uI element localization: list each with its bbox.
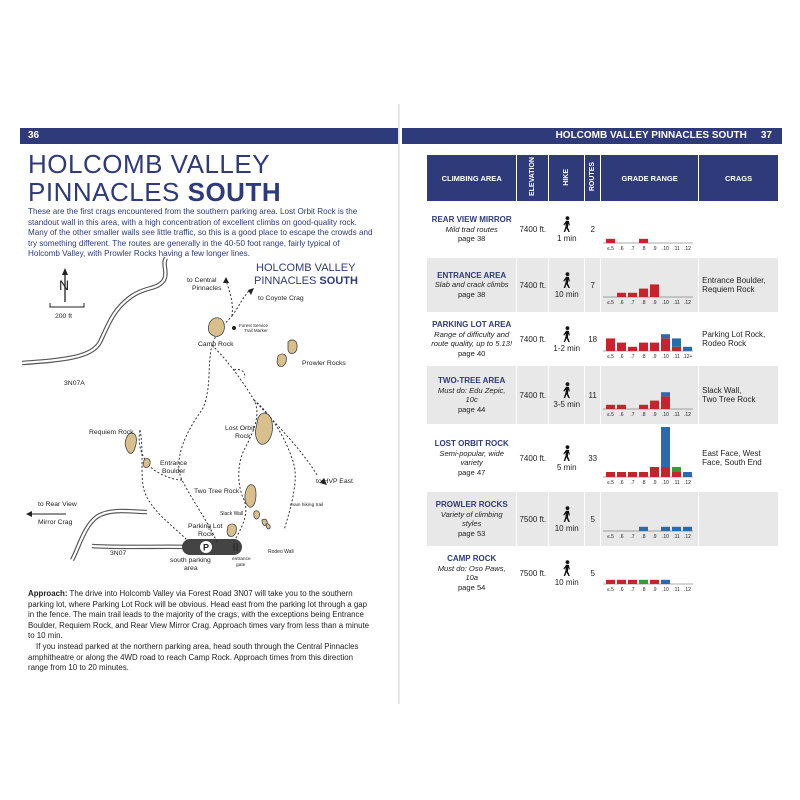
routes-cell: 7: [585, 258, 601, 312]
table-body: [427, 201, 779, 600]
grade-bar: [628, 347, 637, 351]
hike-cell: [549, 492, 585, 546]
grade-tick-label: ≤.5: [607, 412, 615, 418]
intro-paragraph: These are the first crags encountered from the southern parking area. Lost Orbit Rock is the standout wall in this area, with a high concentration of excellent climbs on good-quality rock. Many of the other smaller walls see little traffic, so this is a good place to escape the crowds and try something different. The routes are generally in the 40-50 foot range, fairly typical of Holcomb Valley, with Prowler Rocks having a few longer lines.: [28, 207, 373, 259]
left-page-number: 36: [28, 130, 40, 141]
crags-cell: [699, 366, 779, 424]
grade-tick-label: .7: [630, 587, 635, 593]
map-title-line-1: HOLCOMB VALLEY: [256, 262, 356, 274]
col-hike: HIKE: [549, 155, 585, 201]
grade-bar: [639, 343, 648, 351]
grade-tick-label: .12: [684, 480, 692, 486]
grade-tick-label: .9: [652, 534, 657, 540]
to-hvp-east-label: to HVP East: [316, 478, 353, 485]
hike-cell: [549, 424, 585, 492]
routes-cell: 11: [585, 366, 601, 424]
grade-bar: [628, 293, 637, 297]
hike-time: 3-5 min: [553, 399, 581, 409]
grade-tick-label: .9: [652, 412, 657, 418]
hike-time: 10 min: [554, 577, 579, 587]
crag-name: Parking Lot Rock,: [702, 329, 766, 339]
grade-tick-label: .12: [684, 587, 692, 593]
area-name[interactable]: PROWLER ROCKS: [435, 500, 508, 509]
grade-bar: [661, 396, 670, 409]
to-coyote-label: to Coyote Crag: [258, 295, 304, 302]
two-tree-label: Two Tree Rock: [194, 488, 240, 495]
hike-cell: [549, 258, 585, 312]
to-central-label: to Central Pinnacles: [187, 277, 222, 292]
grade-bar: [672, 467, 681, 472]
approach-lead: Approach:: [28, 589, 68, 598]
title-line-2-b: SOUTH: [187, 177, 282, 207]
grade-bar: [661, 334, 670, 338]
area-page-ref: page 40: [457, 348, 486, 358]
hiker-icon: [561, 560, 573, 577]
grade-bar: [617, 405, 626, 409]
grade-bar: [661, 392, 670, 396]
grade-bar: [650, 467, 659, 477]
grade-tick-label: .7: [630, 246, 635, 252]
hiker-icon: [561, 382, 573, 399]
prowler-rock-shape-1: [288, 340, 297, 354]
grade-tick-label: .6: [619, 300, 624, 306]
climbing-area-cell: [427, 312, 517, 366]
climbing-area-cell: [427, 546, 517, 600]
grade-range-cell: [601, 312, 699, 366]
grade-tick-label: .8: [641, 412, 646, 418]
grade-bar: [661, 527, 670, 531]
grade-tick-label: .8: [641, 300, 646, 306]
camp-rock-label: Camp Rock: [198, 341, 234, 348]
grade-bar: [606, 405, 615, 409]
crag-name: Entrance Boulder,: [702, 275, 766, 285]
grade-tick-label: .9: [652, 480, 657, 486]
grade-bar: [661, 427, 670, 467]
trail-marker-icon: [232, 326, 236, 330]
crag-name: Two Tree Rock: [702, 395, 756, 404]
title-line-1: HOLCOMB VALLEY: [28, 149, 271, 179]
area-name[interactable]: TWO-TREE AREA: [438, 376, 506, 385]
two-tree-shape: [245, 485, 256, 508]
entrance-gate-label: entrance gate: [232, 557, 251, 568]
camp-rock-shape: [208, 318, 224, 337]
col-climbing-area: CLIMBING AREA: [427, 155, 517, 201]
grade-tick-label: .9: [652, 246, 657, 252]
routes-cell: 33: [585, 424, 601, 492]
grade-bar: [661, 338, 670, 351]
road-3n07-label: 3N07: [110, 550, 127, 557]
grade-tick-label: .10: [662, 246, 670, 252]
grade-bar: [606, 239, 615, 243]
title-line-2-a: PINNACLES: [28, 177, 188, 207]
left-page-header: [20, 128, 398, 144]
elevation-cell: 7500 ft.: [517, 492, 549, 546]
right-page-header-title: HOLCOMB VALLEY PINNACLES SOUTH: [555, 130, 747, 141]
grade-chart: [601, 550, 695, 596]
road-3n07: [72, 511, 194, 560]
crag-name: Rodeo Rock: [702, 339, 747, 348]
table-row: [427, 424, 779, 492]
climbing-area-cell: [427, 366, 517, 424]
lost-orbit-shape: [255, 413, 272, 444]
climbing-areas-table: [427, 155, 779, 600]
routes-cell: 5: [585, 546, 601, 600]
right-page-number: 37: [760, 130, 772, 141]
elevation-cell: 7400 ft.: [517, 312, 549, 366]
grade-bar: [683, 527, 692, 531]
routes-cell: 2: [585, 201, 601, 258]
grade-tick-label: .6: [619, 246, 624, 252]
area-page-ref: page 47: [457, 467, 486, 477]
crags-cell: [699, 546, 779, 600]
grade-tick-label: .9: [652, 354, 657, 360]
road-3n07a-label: 3N07A: [64, 380, 85, 387]
table-header-row: [427, 155, 779, 201]
area-description: Semi-popular, wide variety: [439, 448, 504, 467]
parking-lot-rock-label: Parking Lot Rock: [188, 523, 223, 538]
grade-bar: [672, 338, 681, 346]
main-trail-label: main hiking trail: [290, 503, 324, 508]
grade-tick-label: .8: [641, 480, 646, 486]
grade-bar: [672, 527, 681, 531]
table-row: [427, 201, 779, 258]
crags-cell: [699, 312, 779, 366]
grade-tick-label: .6: [619, 354, 624, 360]
grade-tick-label: ≤.5: [607, 246, 615, 252]
slack-wall-label: Slack Wall: [220, 511, 244, 517]
area-page-ref: page 38: [457, 289, 486, 299]
grade-chart: [601, 315, 695, 363]
grade-bar: [650, 580, 659, 584]
grade-bar: [617, 580, 626, 584]
entrance-boulder-label: Entrance Boulder: [160, 460, 188, 475]
hike-cell: [549, 312, 585, 366]
grade-range-cell: [601, 366, 699, 424]
arrow-rear-view-head-icon: [26, 511, 32, 517]
grade-tick-label: .9: [652, 300, 657, 306]
north-arrow-head-icon: [62, 268, 68, 275]
grade-bar: [650, 401, 659, 409]
grade-tick-label: .8: [641, 587, 646, 593]
rock-small-shape: [266, 524, 270, 529]
entrance-boulder-shape: [143, 459, 150, 468]
grade-bar: [628, 472, 637, 477]
crags-cell: [699, 201, 779, 258]
routes-cell: 18: [585, 312, 601, 366]
grade-chart: [601, 261, 695, 309]
hiker-icon: [561, 326, 573, 343]
grade-tick-label: ≤.5: [607, 300, 615, 306]
arrow-central-icon: [223, 277, 229, 283]
hiker-icon: [561, 272, 573, 289]
grade-bar: [639, 472, 648, 477]
col-crags: CRAGS: [699, 155, 779, 201]
hike-cell: [549, 546, 585, 600]
parking-p-label: P: [203, 542, 210, 553]
grade-tick-label: .12: [684, 534, 692, 540]
area-description: Slab and crack climbs: [434, 280, 509, 290]
scale-bar: [50, 303, 84, 307]
climbing-area-cell: [427, 492, 517, 546]
grade-tick-label: .6: [619, 480, 624, 486]
grade-bar: [617, 293, 626, 297]
grade-bar: [639, 405, 648, 409]
lost-orbit-label: Lost Orbit Rock: [225, 425, 255, 440]
grade-tick-label: .6: [619, 587, 624, 593]
col-grade-range: GRADE RANGE: [601, 155, 699, 201]
area-description: Variety of climbing styles: [440, 509, 503, 528]
grade-tick-label: .10: [662, 300, 670, 306]
area-map: [22, 250, 382, 585]
table-row: [427, 492, 779, 546]
grade-range-cell: [601, 201, 699, 258]
grade-bar: [683, 347, 692, 351]
grade-tick-label: .7: [630, 300, 635, 306]
hike-time: 10 min: [554, 523, 579, 533]
grade-tick-label: .12: [684, 246, 692, 252]
parking-lot-rock-shape: [227, 524, 236, 537]
grade-tick-label: .7: [630, 480, 635, 486]
grade-tick-label: .7: [630, 412, 635, 418]
grade-tick-label: .10: [662, 534, 670, 540]
grade-bar: [639, 527, 648, 531]
approach-paragraph-1: The drive into Holcomb Valley via Forest Road 3N07 will take you to the southern parking lot, where Parking Lot Rock will be obvious. Head east from the parking lot through a gap in the fence. The main trail leads to the majority of the crags, with the exceptions being Entrance Boulder, Requiem Rock, and Rear View Mirror Crag. Approach times vary from less than a minute to 10 min.: [28, 589, 370, 641]
elevation-cell: 7400 ft.: [517, 366, 549, 424]
crag-name: East Face, West: [702, 448, 761, 458]
table-row: [427, 312, 779, 366]
road-3n07a: [22, 258, 166, 363]
rodeo-wall-label: Rodeo Wall: [268, 549, 294, 555]
hike-cell: [549, 366, 585, 424]
grade-tick-label: .9: [652, 587, 657, 593]
elevation-cell: 7400 ft.: [517, 424, 549, 492]
grade-tick-label: .11: [673, 246, 680, 252]
table-row: [427, 546, 779, 600]
grade-bar: [650, 284, 659, 297]
grade-tick-label: .11: [673, 587, 680, 593]
area-name[interactable]: ENTRANCE AREA: [437, 270, 507, 280]
grade-tick-label: .11: [673, 300, 680, 306]
grade-tick-label: .10: [662, 412, 670, 418]
climbing-area-cell: [427, 201, 517, 258]
book-gutter: [398, 104, 400, 704]
grade-bar: [661, 580, 670, 584]
grade-range-cell: [601, 546, 699, 600]
grade-bar: [617, 343, 626, 351]
area-page-ref: page 54: [457, 582, 486, 592]
grade-bar: [672, 472, 681, 477]
grade-bar: [639, 289, 648, 297]
grade-tick-label: ≤.5: [607, 480, 615, 486]
title-line-2: [28, 178, 281, 206]
slack-wall-shape: [254, 511, 260, 519]
area-description: Range of difficulty and route quality, up to 5.13!: [431, 329, 513, 348]
routes-cell: 5: [585, 492, 601, 546]
area-name[interactable]: LOST ORBIT ROCK: [434, 439, 509, 448]
hiker-icon: [561, 216, 573, 233]
map-title-line-2: PINNACLES SOUTH: [254, 275, 358, 287]
grade-bar: [606, 472, 615, 477]
area-page-ref: page 53: [457, 528, 486, 538]
hike-time: 1-2 min: [553, 343, 581, 353]
grade-tick-label: .11: [673, 534, 680, 540]
hike-time: 10 min: [554, 289, 579, 299]
grade-range-cell: [601, 258, 699, 312]
grade-tick-label: .10: [662, 587, 670, 593]
crag-name: Slack Wall,: [702, 385, 742, 395]
grade-tick-label: .12: [684, 412, 692, 418]
approach-text: [28, 589, 373, 674]
grade-chart: [601, 495, 695, 543]
scale-label: 200 ft: [55, 313, 73, 320]
area-name[interactable]: CAMP ROCK: [447, 554, 497, 563]
grade-tick-label: .6: [619, 412, 624, 418]
right-page-header: [402, 128, 782, 144]
hike-time: 1 min: [556, 234, 577, 243]
grade-tick-label: .7: [630, 354, 635, 360]
crags-cell: [699, 492, 779, 546]
crag-shapes: [125, 318, 297, 537]
crags-cell: [699, 258, 779, 312]
climbing-area-cell: [427, 258, 517, 312]
crag-name: Requiem Rock: [702, 285, 755, 294]
grade-tick-label: .10: [662, 354, 670, 360]
to-rear-view-label: to Rear View Mirror Crag: [38, 501, 77, 526]
grade-range-cell: [601, 424, 699, 492]
grade-tick-label: .8: [641, 354, 646, 360]
climbing-area-cell: [427, 424, 517, 492]
grade-chart: [601, 204, 695, 255]
grade-range-cell: [601, 492, 699, 546]
hiker-icon: [561, 445, 573, 462]
grade-tick-label: .10: [662, 480, 670, 486]
north-label: N: [59, 277, 70, 293]
area-name[interactable]: PARKING LOT AREA: [432, 320, 512, 329]
approach-paragraph-2: If you instead parked at the northern parking area, head south through the Central Pinnacles amphitheatre or along the 4WD road to reach Camp Rock. Approach times from this direction range from 10 to 20 minutes.: [28, 641, 359, 673]
grade-bar: [683, 472, 692, 477]
area-page-ref: page 38: [457, 234, 486, 244]
grade-tick-label: .11: [673, 412, 680, 418]
hike-cell: [549, 201, 585, 258]
grade-tick-label: .11: [673, 480, 680, 486]
table-row: [427, 258, 779, 312]
grade-bar: [650, 343, 659, 351]
crag-name: Face, South End: [702, 458, 762, 467]
grade-tick-label: .12+: [682, 354, 693, 360]
elevation-cell: 7400 ft.: [517, 258, 549, 312]
page-title: [28, 150, 281, 206]
south-parking-label: south parking area: [170, 557, 211, 572]
area-description: Mild trad routes: [445, 224, 498, 234]
grade-tick-label: .7: [630, 534, 635, 540]
grade-chart: [601, 369, 695, 421]
grade-tick-label: ≤.5: [607, 534, 615, 540]
prowler-label: Prowler Rocks: [302, 360, 346, 367]
prowler-rock-shape-2: [277, 354, 286, 367]
grade-chart: [601, 427, 695, 489]
area-description: Must do: Oso Paws, 10a: [437, 563, 506, 582]
grade-bar: [606, 338, 615, 351]
fs-marker-label: Forest Service Trail Marker: [239, 323, 269, 333]
grade-tick-label: .8: [641, 534, 646, 540]
area-page-ref: page 44: [457, 404, 486, 414]
grade-tick-label: .12: [684, 300, 692, 306]
hike-time: 5 min: [556, 462, 577, 472]
elevation-cell: 7400 ft.: [517, 201, 549, 258]
grade-tick-label: .8: [641, 246, 646, 252]
grade-tick-label: ≤.5: [607, 354, 615, 360]
grade-bar: [661, 467, 670, 477]
elevation-cell: 7500 ft.: [517, 546, 549, 600]
col-routes: ROUTES: [585, 155, 601, 201]
grade-tick-label: ≤.5: [607, 587, 615, 593]
grade-tick-label: .11: [673, 354, 680, 360]
grade-bar: [606, 580, 615, 584]
requiem-label: Requiem Rock: [89, 429, 134, 436]
grade-tick-label: .6: [619, 534, 624, 540]
grade-bar: [672, 347, 681, 351]
hiker-icon: [561, 506, 573, 523]
area-name[interactable]: REAR VIEW MIRROR: [431, 215, 512, 225]
grade-bar: [617, 472, 626, 477]
crags-cell: [699, 424, 779, 492]
col-elevation: ELEVATION: [517, 155, 549, 201]
grade-bar: [639, 239, 648, 243]
table-row: [427, 366, 779, 424]
grade-bar: [639, 580, 648, 584]
grade-bar: [628, 580, 637, 584]
area-description: Must do: Edu Zepic, 10c: [437, 385, 506, 404]
